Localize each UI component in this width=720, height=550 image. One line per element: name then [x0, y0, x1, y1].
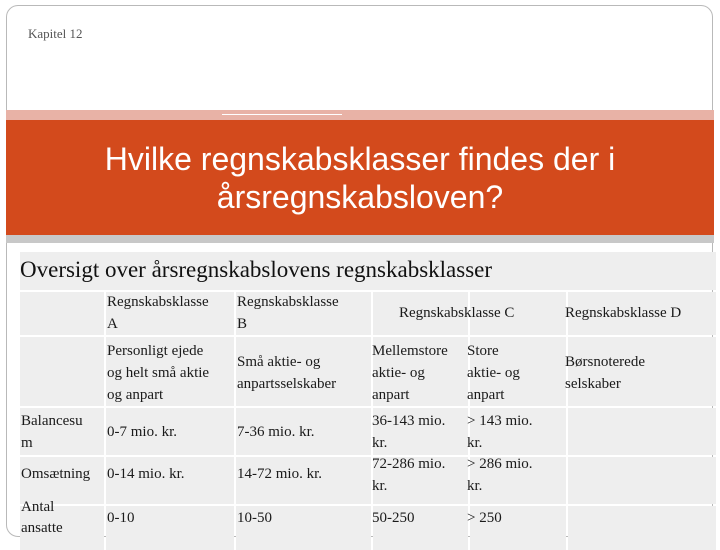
desc-b-line2: anpartsselskaber	[237, 376, 337, 392]
header-class-b-line1: Regnskabsklasse	[237, 294, 339, 310]
revenue-class-a: 0-14 mio. kr.	[107, 466, 185, 482]
desc-d-line1: Børsnoterede	[565, 354, 645, 370]
desc-a-line2: og helt små aktie	[107, 365, 210, 381]
row-label-employees-line2: ansatte	[21, 520, 63, 536]
balance-class-c-large-line1: > 143 mio.	[467, 413, 533, 429]
header-class-d: Regnskabsklasse D	[565, 305, 682, 321]
desc-b-line1: Små aktie- og	[237, 354, 321, 370]
table-cell	[568, 457, 716, 504]
desc-a-line3: og anpart	[107, 387, 164, 403]
revenue-class-b: 14-72 mio. kr.	[237, 466, 322, 482]
balance-class-a: 0-7 mio. kr.	[107, 424, 177, 440]
revenue-class-c-medium-line1: 72-286 mio.	[372, 456, 446, 472]
balance-class-c-large-line2: kr.	[467, 435, 483, 451]
employees-class-c-large: > 250	[467, 510, 502, 526]
desc-c-large-line3: anpart	[467, 387, 505, 403]
header-class-a-line1: Regnskabsklasse	[107, 294, 209, 310]
row-label-balance-line1: Balancesu	[21, 413, 83, 429]
row-label-revenue: Omsætning	[21, 466, 91, 482]
title-top-band	[6, 110, 714, 120]
row-label-balance-line2: m	[21, 435, 33, 451]
employees-class-c-medium: 50-250	[372, 510, 415, 526]
table-cell	[20, 292, 104, 335]
desc-d-line2: selskaber	[565, 376, 621, 392]
row-label-employees-line1: Antal	[21, 499, 55, 515]
desc-c-medium-line3: anpart	[372, 387, 410, 403]
revenue-class-c-medium-line2: kr.	[372, 478, 388, 494]
chapter-label: Kapitel 12	[28, 26, 83, 41]
table-cell	[20, 337, 104, 406]
slide-title: Hvilke regnskabsklasser findes der i årsregnskabsloven?	[104, 140, 616, 215]
title-band	[6, 120, 714, 235]
header-class-c: Regnskabsklasse C	[399, 305, 515, 321]
table-cell	[568, 408, 716, 455]
employees-class-a: 0-10	[107, 510, 135, 526]
balance-class-b: 7-36 mio. kr.	[237, 424, 315, 440]
title-bottom-band	[6, 235, 714, 243]
table-cell	[568, 506, 716, 550]
desc-c-medium-line2: aktie- og	[372, 365, 425, 381]
table-subtitle: Oversigt over årsregnskabslovens regnskabsklasser	[20, 257, 493, 282]
title-top-line	[222, 114, 342, 115]
header-class-b-line2: B	[237, 316, 248, 332]
revenue-class-c-large-line1: > 286 mio.	[467, 456, 533, 472]
desc-c-large-line2: aktie- og	[467, 365, 520, 381]
employees-class-b: 10-50	[237, 510, 272, 526]
balance-class-c-medium-line1: 36-143 mio.	[372, 413, 446, 429]
desc-a-line1: Personligt ejede	[107, 343, 204, 359]
header-class-a-line2: A	[107, 316, 118, 332]
desc-c-large-line1: Store	[467, 343, 499, 359]
desc-c-medium-line1: Mellemstore	[372, 343, 448, 359]
balance-class-c-medium-line2: kr.	[372, 435, 388, 451]
revenue-class-c-large-line2: kr.	[467, 478, 483, 494]
